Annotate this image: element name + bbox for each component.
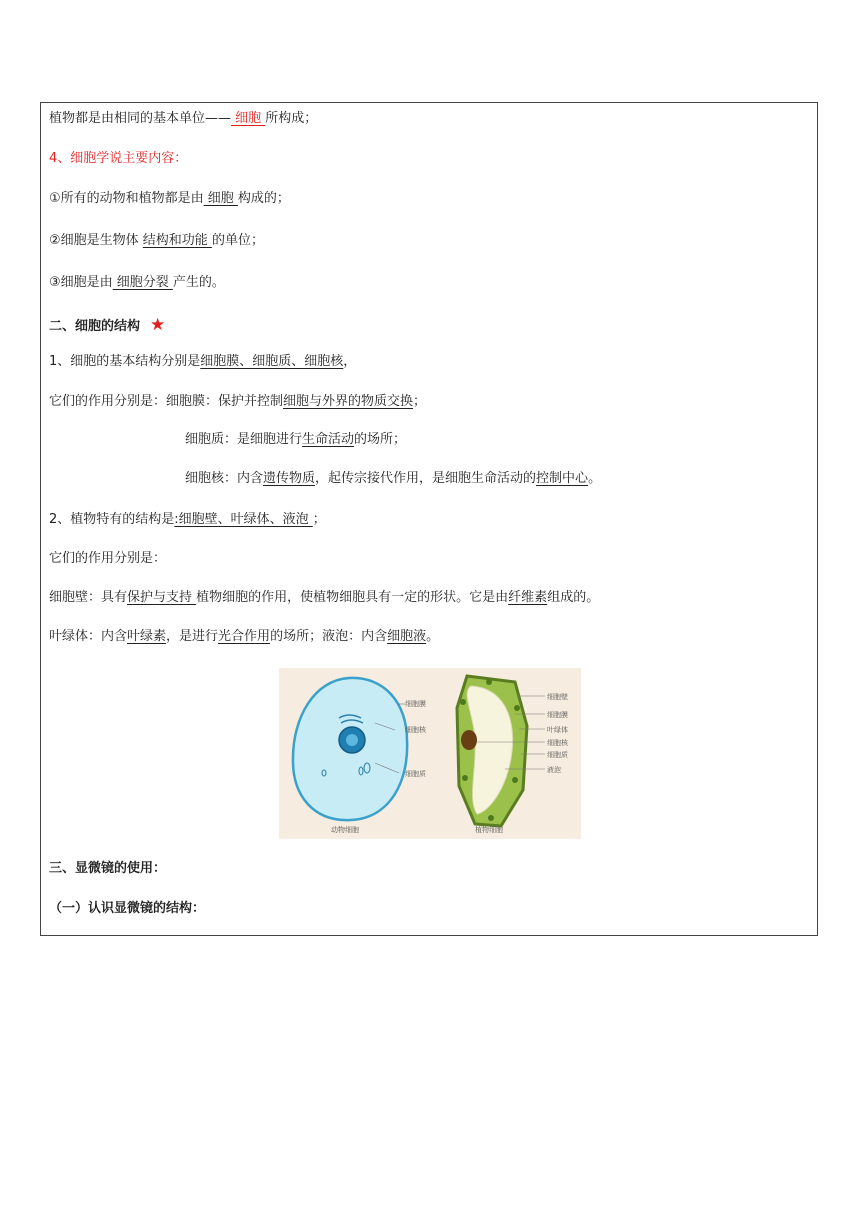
text: ， (343, 354, 357, 369)
text: 细胞壁：具有 (49, 590, 128, 605)
cell-diagram (279, 668, 581, 839)
text: 所构成； (265, 111, 318, 126)
animal-label: 细胞膜 (405, 700, 426, 708)
plant-label: 叶绿体 (547, 726, 568, 734)
plant-label: 细胞核 (547, 739, 568, 747)
answer-blank: 遗传物质 (263, 471, 316, 486)
content-frame (40, 102, 818, 936)
chloroplast-vacuole-line (49, 628, 439, 646)
text: ，是进行 (166, 629, 219, 644)
answer-blank: 细胞 (203, 191, 238, 206)
answer-blank: 细胞膜、细胞质、细胞核 (200, 354, 344, 369)
answer-blank: 细胞 (231, 111, 266, 126)
animal-label: 细胞核 (405, 726, 426, 734)
nucleus-function-line (185, 470, 601, 488)
text: 植物细胞的作用，使植物细胞具有一定的形状。它是由 (196, 590, 509, 605)
section-2-title (49, 316, 165, 336)
text: ，起传宗接代作用，是细胞生命活动的 (315, 471, 537, 486)
animal-label: 细胞质 (405, 770, 426, 778)
chloroplast-shape (462, 775, 468, 781)
answer-blank: 结构和功能 (142, 233, 212, 248)
cytoplasm-function-line (185, 431, 406, 449)
answer-blank: 控制中心 (536, 471, 589, 486)
answer-blank: 纤维素 (508, 590, 548, 605)
plant-label: 细胞壁 (547, 693, 568, 701)
text: 叶绿体：内含 (49, 629, 128, 644)
text: 组成的。 (547, 590, 600, 605)
text: 细胞核：内含 (185, 471, 264, 486)
line-basic-unit (49, 110, 317, 128)
basic-structure-line (49, 353, 356, 371)
text: ①所有的动物和植物都是由 (49, 191, 204, 206)
text: ； (413, 394, 427, 409)
text: 它们的作用分别是：细胞膜：保护并控制 (49, 394, 284, 409)
text: 的场所；液泡：内含 (270, 629, 388, 644)
section-3-subtitle: （一）认识显微镜的结构： (49, 901, 206, 916)
answer-blank: :细胞壁、叶绿体、液泡 (174, 512, 313, 527)
answer-blank: 光合作用 (218, 629, 271, 644)
text: 。 (426, 629, 440, 644)
section-4-title: 4、细胞学说主要内容： (49, 151, 188, 166)
answer-blank: 细胞液 (387, 629, 427, 644)
answer-blank: 保护与支持 (127, 590, 197, 605)
chloroplast-shape (512, 777, 518, 783)
answer-blank: 叶绿素 (127, 629, 167, 644)
theory-item-1 (49, 190, 290, 208)
text: 植物都是由相同的基本单位—— (49, 111, 232, 126)
star-icon: ★ (150, 315, 166, 335)
functions-intro-line: 它们的作用分别是： (49, 551, 167, 566)
text: 产生的。 (172, 275, 225, 290)
text: 2、植物特有的结构是 (49, 512, 175, 527)
chloroplast-shape (460, 699, 466, 705)
answer-blank: 细胞分裂 (112, 275, 173, 290)
animal-nucleolus (346, 734, 358, 746)
plant-label: 液泡 (547, 766, 561, 774)
section-title-text: 二、细胞的结构 (49, 319, 141, 334)
text: ③细胞是由 (49, 275, 113, 290)
text: 的场所； (354, 432, 407, 447)
theory-item-2 (49, 232, 264, 250)
chloroplast-shape (514, 705, 520, 711)
text: 细胞质：是细胞进行 (185, 432, 303, 447)
answer-blank: 细胞与外界的物质交换 (283, 394, 414, 409)
animal-caption: 动物细胞 (331, 826, 359, 834)
text: 。 (588, 471, 602, 486)
plant-caption: 植物细胞 (475, 826, 503, 834)
cell-wall-line (49, 589, 599, 607)
plant-structures-line (49, 511, 326, 529)
plant-label: 细胞膜 (547, 711, 568, 719)
section-3-title: 三、显微镜的使用： (49, 861, 167, 876)
text: ②细胞是生物体 (49, 233, 143, 248)
text: 构成的； (237, 191, 290, 206)
text: 1、细胞的基本结构分别是 (49, 354, 201, 369)
chloroplast-shape (486, 679, 492, 685)
answer-blank: 生命活动 (302, 432, 355, 447)
text: ； (312, 512, 326, 527)
plant-label: 细胞质 (547, 751, 568, 759)
text: 的单位； (211, 233, 264, 248)
membrane-function-line (49, 393, 426, 411)
theory-item-3 (49, 274, 225, 292)
chloroplast-shape (488, 815, 494, 821)
plant-nucleus (461, 730, 477, 750)
